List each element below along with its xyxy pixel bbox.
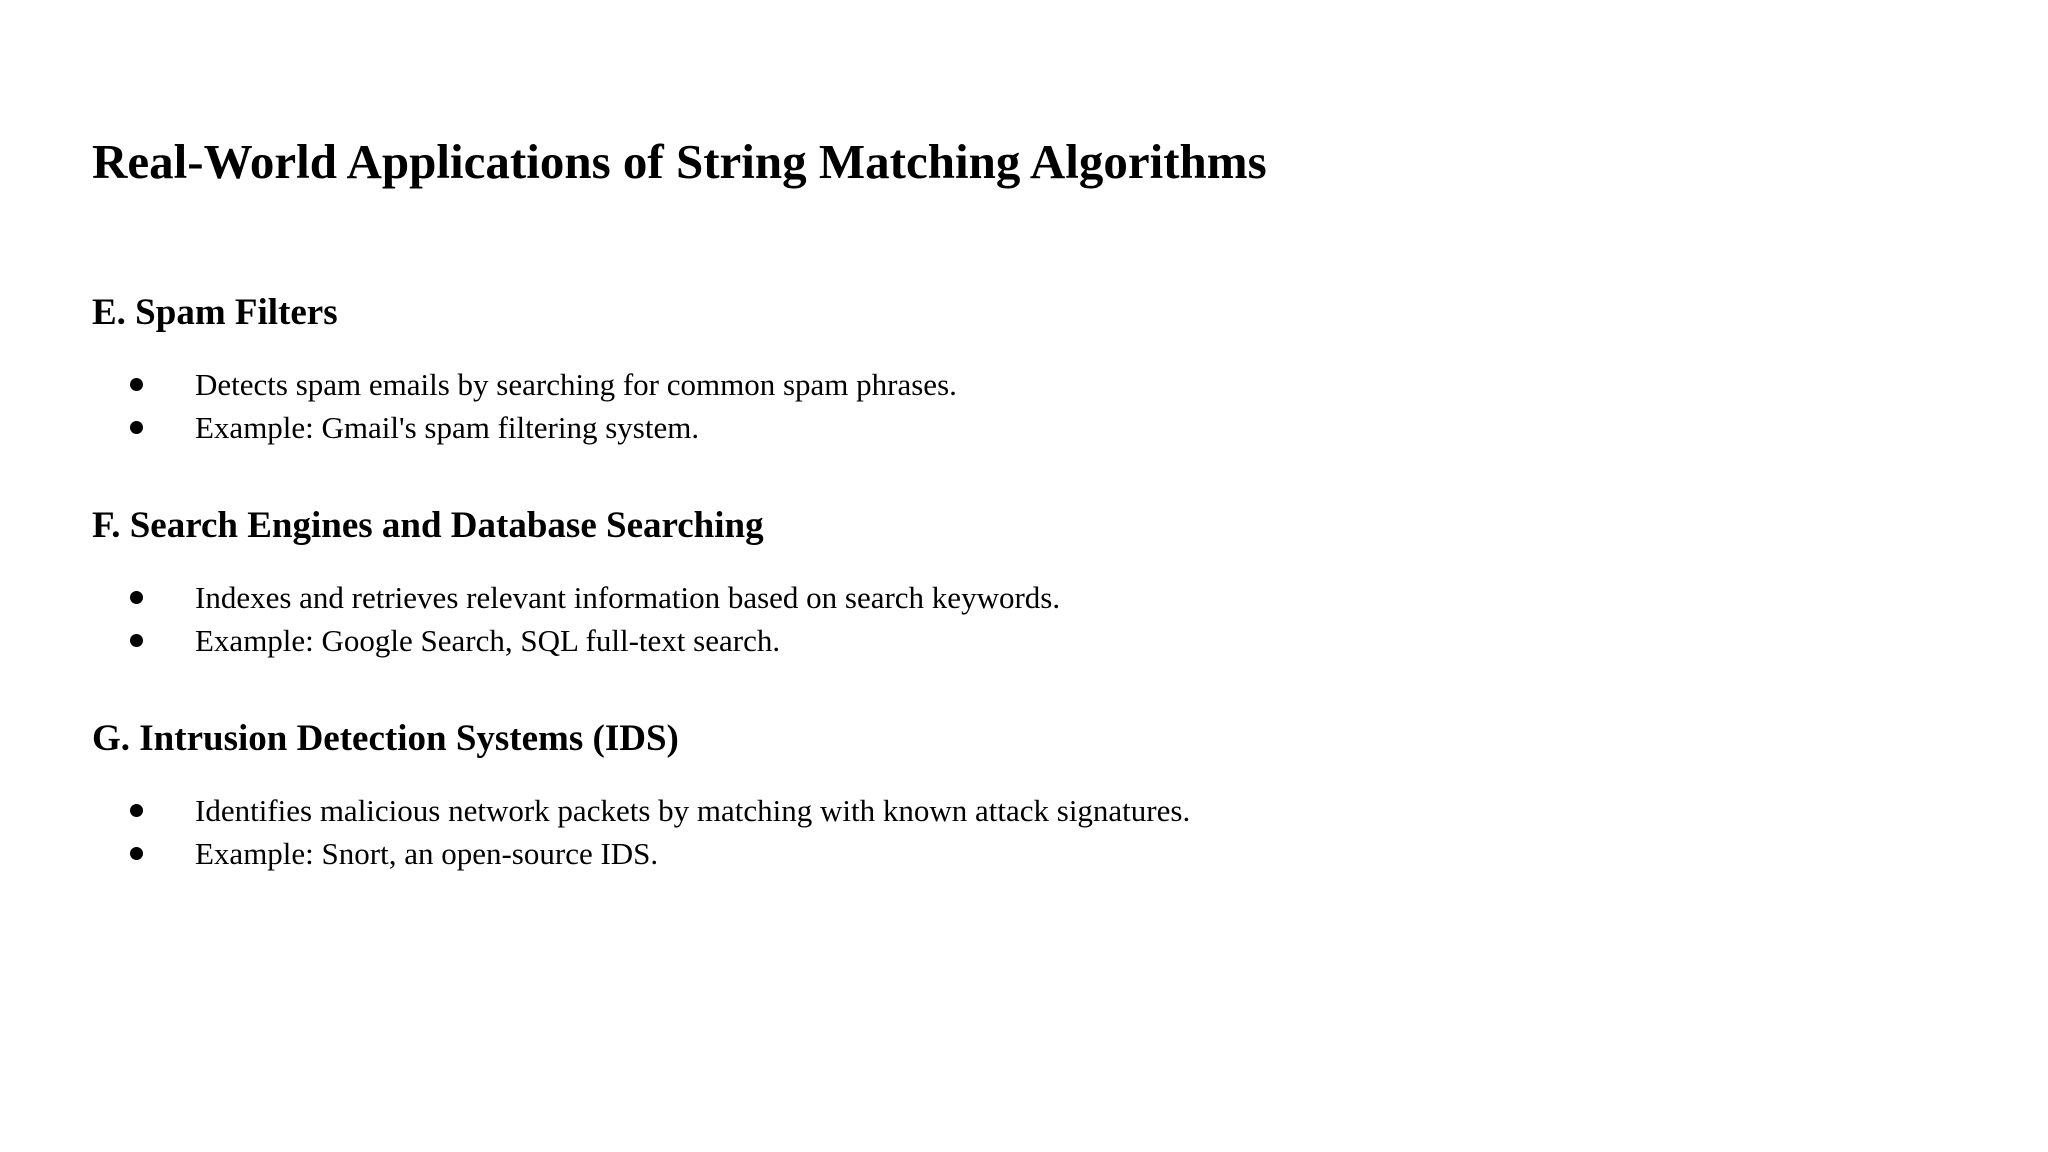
- section-intrusion-detection: [92, 715, 1892, 875]
- section-search-engines: [92, 502, 1892, 662]
- bullet-dot-icon: [130, 847, 143, 860]
- bullet-list: [92, 363, 1892, 449]
- bullet-list: [92, 789, 1892, 875]
- list-item: [92, 406, 1892, 449]
- section-heading: G. Intrusion Detection Systems (IDS): [92, 718, 679, 759]
- section-heading: F. Search Engines and Database Searching: [92, 505, 764, 546]
- bullet-dot-icon: [130, 804, 143, 817]
- list-item: [92, 619, 1892, 662]
- bullet-dot-icon: [130, 378, 143, 391]
- list-item: [92, 576, 1892, 619]
- list-item-text: Indexes and retrieves relevant information based on search keywords.: [195, 580, 1061, 615]
- bullet-dot-icon: [130, 634, 143, 647]
- bullet-dot-icon: [130, 421, 143, 434]
- list-item: [92, 363, 1892, 406]
- section-heading: E. Spam Filters: [92, 292, 338, 333]
- list-item-text: Example: Gmail's spam filtering system.: [195, 410, 700, 445]
- section-spam-filters: [92, 289, 1892, 449]
- list-item: [92, 789, 1892, 832]
- slide: [92, 0, 1992, 1152]
- list-item-text: Example: Snort, an open-source IDS.: [195, 836, 659, 871]
- list-item-text: Example: Google Search, SQL full-text search.: [195, 623, 781, 658]
- bullet-list: [92, 576, 1892, 662]
- bullet-dot-icon: [130, 591, 143, 604]
- list-item: [92, 832, 1892, 875]
- list-item-text: Detects spam emails by searching for common spam phrases.: [195, 367, 957, 402]
- list-item-text: Identifies malicious network packets by matching with known attack signatures.: [195, 793, 1191, 828]
- page-title: Real-World Applications of String Matching Algorithms: [92, 134, 1267, 189]
